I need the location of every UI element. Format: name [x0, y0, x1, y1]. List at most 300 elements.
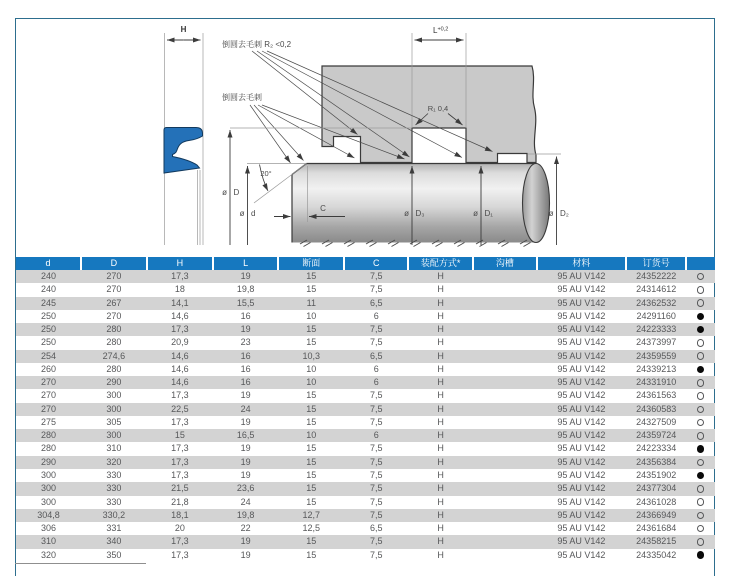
table-row — [16, 509, 715, 522]
cell: 240 — [40, 271, 57, 281]
cell: 23 — [240, 337, 251, 348]
cell: 15 — [306, 483, 317, 494]
seal-cross-section — [164, 25, 203, 245]
cell: 95 AU V142 — [557, 377, 606, 388]
cell: H — [437, 337, 444, 348]
cell — [473, 363, 537, 376]
cell: H — [437, 536, 444, 547]
open-circle-icon — [697, 419, 705, 427]
angle-label: 20° — [260, 169, 272, 178]
cell: 245 — [40, 297, 57, 308]
cell: 15 — [306, 536, 317, 547]
cell: 17,3 — [171, 469, 189, 480]
cell: 6 — [373, 430, 379, 441]
table-row — [16, 336, 715, 349]
availability-cell — [686, 535, 715, 548]
cell: 7,5 — [370, 271, 383, 281]
cell: 267 — [106, 297, 122, 308]
cell: H — [437, 549, 444, 560]
cell: 270 — [40, 403, 57, 414]
seal-profile — [164, 128, 203, 174]
availability-cell — [686, 270, 715, 283]
cell: 23,6 — [236, 483, 255, 494]
cell: 24331910 — [636, 377, 677, 388]
col-header-4: 断面 — [278, 257, 344, 270]
dia-D1-label: D₁ — [484, 209, 493, 218]
availability-cell — [686, 522, 715, 535]
cell: H — [437, 324, 444, 335]
availability-cell — [686, 482, 715, 495]
cell: 320 — [106, 456, 122, 467]
cell: 310 — [106, 443, 122, 454]
open-circle-icon — [697, 406, 705, 414]
cell: 17,3 — [171, 271, 189, 281]
cell: 19 — [240, 536, 251, 547]
cell: 17,3 — [171, 443, 189, 454]
cell: 95 AU V142 — [557, 523, 606, 534]
availability-cell — [686, 310, 715, 323]
cell: 95 AU V142 — [557, 350, 606, 361]
cell: 6 — [373, 377, 379, 388]
cell: 240 — [40, 284, 57, 295]
cell — [473, 549, 537, 562]
cell: 275 — [40, 416, 57, 427]
col-header-0: d — [16, 257, 81, 270]
cell: 15 — [306, 403, 317, 414]
cell: 350 — [106, 549, 122, 560]
cell: H — [437, 456, 444, 467]
cell: 310 — [40, 536, 57, 547]
cell: 15 — [306, 443, 317, 454]
cell: 17,3 — [171, 549, 189, 560]
cell — [473, 496, 537, 509]
cell: 14,6 — [171, 377, 189, 388]
cell: 19 — [240, 456, 251, 467]
cell: 7,5 — [370, 536, 383, 547]
cell: 14,6 — [171, 350, 189, 361]
cell: 7,5 — [370, 496, 383, 507]
cell: 95 AU V142 — [557, 536, 606, 547]
open-circle-icon — [697, 392, 705, 400]
rod-end-face — [523, 164, 550, 243]
filled-circle-icon — [697, 445, 705, 453]
cell: H — [437, 363, 444, 374]
cell: 280 — [106, 324, 122, 335]
cell — [473, 336, 537, 349]
cell: H — [437, 390, 444, 401]
cell: 270 — [106, 271, 122, 281]
cell: 16 — [240, 377, 251, 388]
cell: 15 — [306, 496, 317, 507]
cell: 250 — [40, 337, 57, 348]
cell — [473, 509, 537, 522]
open-circle-icon — [697, 538, 705, 546]
table-row — [16, 310, 715, 323]
cell: 24377304 — [636, 483, 677, 494]
cell: 270 — [106, 310, 122, 321]
cell: 95 AU V142 — [557, 483, 606, 494]
cell: 24362532 — [636, 297, 677, 308]
cell: 24314612 — [636, 284, 677, 295]
cell: 320 — [40, 549, 57, 560]
cell — [473, 482, 537, 495]
open-circle-icon — [697, 432, 705, 440]
cell — [473, 416, 537, 429]
cell: 21,5 — [171, 483, 189, 494]
cell — [473, 283, 537, 296]
cell: 300 — [40, 483, 57, 494]
cell: 95 AU V142 — [557, 430, 606, 441]
cell: 24361684 — [636, 523, 677, 534]
col-header-5: C — [344, 257, 408, 270]
table-row — [16, 469, 715, 482]
col-header-8: 材料 — [537, 257, 626, 270]
table-row — [16, 403, 715, 416]
table-row — [16, 389, 715, 402]
cell: 14,1 — [171, 297, 189, 308]
cell — [473, 469, 537, 482]
cell: 24351902 — [636, 469, 677, 480]
cell: 280 — [40, 443, 57, 454]
cell: 18 — [174, 284, 185, 295]
cell: 24339213 — [636, 363, 677, 374]
cell: 17,3 — [171, 536, 189, 547]
cell: 19 — [240, 549, 251, 560]
cell — [473, 297, 537, 310]
dia-d-label: d — [251, 209, 256, 218]
cell — [473, 403, 537, 416]
rod-body — [292, 164, 536, 243]
col-header-1: D — [81, 257, 147, 270]
availability-cell — [686, 389, 715, 402]
cell: 95 AU V142 — [557, 469, 606, 480]
cell: 274,6 — [102, 350, 126, 361]
cell: 7,5 — [370, 469, 383, 480]
cell: 15 — [174, 430, 185, 441]
cell — [473, 310, 537, 323]
cell: 7,5 — [370, 324, 383, 335]
open-circle-icon — [697, 485, 705, 493]
cell: 95 AU V142 — [557, 549, 606, 560]
cell: 250 — [40, 310, 57, 321]
cell: H — [437, 310, 444, 321]
filled-circle-icon — [697, 551, 705, 559]
cell: 331 — [106, 523, 122, 534]
l-dimension — [415, 26, 464, 40]
table-row — [16, 442, 715, 455]
cell: 17,3 — [171, 456, 189, 467]
availability-cell — [686, 496, 715, 509]
availability-cell — [686, 416, 715, 429]
cell: 95 AU V142 — [557, 416, 606, 427]
cell: 24373997 — [636, 337, 677, 348]
cell: 20,9 — [171, 337, 189, 348]
cell: 10 — [306, 310, 317, 321]
technical-drawing — [0, 0, 732, 257]
cell: 290 — [106, 377, 122, 388]
availability-cell — [686, 336, 715, 349]
table-row — [16, 456, 715, 469]
table-row — [16, 270, 715, 283]
cell — [473, 522, 537, 535]
cell: 19 — [240, 324, 251, 335]
open-circle-icon — [697, 339, 705, 347]
availability-cell — [686, 376, 715, 389]
dia-D-prefix: ø — [222, 188, 227, 197]
cell: 20 — [174, 523, 185, 534]
table-row — [16, 363, 715, 376]
cell: 15,5 — [236, 297, 255, 308]
cell — [473, 376, 537, 389]
cell: 300 — [106, 430, 122, 441]
filled-circle-icon — [697, 326, 705, 334]
cell: 7,5 — [370, 509, 383, 520]
availability-cell — [686, 283, 715, 296]
table-row — [16, 283, 715, 296]
table-bottom-partial-line — [15, 563, 146, 564]
cell: H — [437, 523, 444, 534]
spec-table-header — [16, 257, 715, 270]
cell: 280 — [40, 430, 57, 441]
availability-cell — [686, 323, 715, 336]
cell: H — [437, 469, 444, 480]
col-header-2: H — [147, 257, 213, 270]
cell: 290 — [40, 456, 57, 467]
cell: 19,8 — [236, 284, 255, 295]
cell: 21,8 — [171, 496, 189, 507]
cell: 95 AU V142 — [557, 403, 606, 414]
availability-cell — [686, 403, 715, 416]
cell: H — [437, 496, 444, 507]
cell: H — [437, 416, 444, 427]
availability-cell — [686, 469, 715, 482]
cell: 15 — [306, 324, 317, 335]
cell: 24359559 — [636, 350, 677, 361]
cell: 330 — [106, 496, 122, 507]
dia-D3-prefix: ø — [404, 209, 409, 218]
table-row — [16, 482, 715, 495]
cell: 24 — [240, 496, 251, 507]
filled-circle-icon — [697, 366, 705, 374]
h-dimension — [167, 25, 201, 40]
cell: 95 AU V142 — [557, 390, 606, 401]
cell: 24291160 — [636, 310, 676, 321]
cell: 7,5 — [370, 416, 383, 427]
cell: 270 — [40, 390, 57, 401]
table-row — [16, 496, 715, 509]
cell: 340 — [106, 536, 122, 547]
open-circle-icon — [697, 512, 705, 520]
cell: 10 — [306, 430, 317, 441]
cell: 7,5 — [370, 549, 383, 560]
cell: 15 — [306, 416, 317, 427]
cell: 22 — [240, 523, 251, 534]
cell: 11 — [306, 297, 316, 308]
cell: 300 — [40, 496, 57, 507]
cell: 24358215 — [636, 536, 677, 547]
cell: H — [437, 509, 444, 520]
table-row — [16, 535, 715, 548]
cell: 305 — [106, 416, 122, 427]
cell: 7,5 — [370, 456, 383, 467]
cell: 22,5 — [171, 403, 189, 414]
open-circle-icon — [697, 286, 705, 294]
col-header-6: 装配方式* — [408, 257, 473, 270]
cell: 24327509 — [636, 416, 677, 427]
availability-cell — [686, 363, 715, 376]
availability-cell — [686, 350, 715, 363]
cell — [473, 323, 537, 336]
cell: 19 — [240, 390, 251, 401]
cell: H — [437, 297, 444, 308]
table-row — [16, 297, 715, 310]
cell: 330 — [106, 469, 122, 480]
cell: 95 AU V142 — [557, 456, 606, 467]
cell: 15 — [306, 549, 317, 560]
cell: 300 — [40, 469, 57, 480]
cell: 7,5 — [370, 390, 383, 401]
availability-cell — [686, 456, 715, 469]
cell: 17,3 — [171, 324, 189, 335]
cell: 95 AU V142 — [557, 443, 606, 454]
cell: 95 AU V142 — [557, 297, 606, 308]
cell: 15 — [306, 284, 317, 295]
cell: 10,3 — [302, 350, 321, 361]
cell: 16 — [240, 350, 251, 361]
cell: 6 — [373, 363, 379, 374]
cell: 16 — [240, 363, 251, 374]
cell: 7,5 — [370, 443, 383, 454]
cell: 10 — [306, 363, 317, 374]
cell: 18,1 — [171, 509, 189, 520]
spec-table — [16, 257, 715, 562]
cell: 19 — [240, 443, 251, 454]
table-row — [16, 416, 715, 429]
cell: 15 — [306, 456, 317, 467]
cell: 7,5 — [370, 284, 383, 295]
cell: 24361028 — [636, 496, 677, 507]
cell: 270 — [40, 377, 57, 388]
cell: H — [437, 483, 444, 494]
cell: 300 — [106, 390, 122, 401]
cell: 6 — [373, 310, 379, 321]
cell: H — [437, 377, 444, 388]
cell: 15 — [306, 390, 317, 401]
cell: 260 — [40, 363, 57, 374]
cell: 250 — [40, 324, 57, 335]
cell: 95 AU V142 — [557, 363, 606, 374]
cell: 14,6 — [171, 363, 189, 374]
cell — [473, 270, 537, 283]
open-circle-icon — [697, 299, 705, 307]
cell: 24223333 — [636, 324, 677, 335]
cell: 10 — [306, 377, 317, 388]
cell: 330,2 — [102, 509, 126, 520]
table-row — [16, 549, 715, 562]
housing-body — [322, 66, 536, 163]
cell — [473, 389, 537, 402]
cell: 95 AU V142 — [557, 324, 606, 335]
cell: 19,8 — [236, 509, 255, 520]
cell — [473, 350, 537, 363]
cell: 95 AU V142 — [557, 509, 606, 520]
dia-D3-label: D₃ — [415, 209, 425, 218]
cell: 24223334 — [636, 443, 677, 454]
cell: 16 — [240, 310, 251, 321]
cell: 19 — [240, 416, 251, 427]
filled-circle-icon — [697, 313, 705, 321]
open-circle-icon — [697, 379, 705, 387]
open-circle-icon — [697, 352, 705, 360]
cell: H — [437, 284, 444, 295]
cell: H — [437, 430, 444, 441]
cell: 280 — [106, 337, 122, 348]
cell: 15 — [306, 337, 317, 348]
cell: H — [437, 350, 444, 361]
cell: 24361563 — [636, 390, 677, 401]
cell: 254 — [40, 350, 57, 361]
cell: 24335042 — [636, 549, 677, 560]
cell: 300 — [106, 403, 122, 414]
h-dim-label: H — [180, 25, 187, 34]
cell: 15 — [306, 271, 317, 281]
cell: H — [437, 403, 444, 414]
open-circle-icon — [697, 459, 705, 467]
note-deburr-r2: 倒圆去毛刺 R₂ <0,2 — [222, 40, 292, 49]
cell: 12,7 — [302, 509, 321, 520]
cell: 304,8 — [37, 509, 60, 520]
cell: 95 AU V142 — [557, 271, 606, 281]
cell: 7,5 — [370, 483, 383, 494]
dia-d-prefix: ø — [239, 209, 245, 218]
c-dim-label: C — [320, 204, 326, 213]
cell: 95 AU V142 — [557, 310, 606, 321]
cell: 6,5 — [370, 297, 383, 308]
cell: H — [437, 443, 444, 454]
housing-section — [322, 26, 536, 163]
availability-cell — [686, 549, 715, 562]
dia-D1-prefix: ø — [473, 209, 478, 218]
cell: 16,5 — [236, 430, 255, 441]
cell: 24356384 — [636, 456, 677, 467]
availability-cell — [686, 297, 715, 310]
table-row — [16, 429, 715, 442]
col-header-10 — [686, 257, 715, 270]
l-dim-label: $L^{+0,2}$ — [433, 26, 449, 35]
cell: 330 — [106, 483, 122, 494]
cell: 270 — [106, 284, 122, 295]
cell: 24359724 — [636, 430, 677, 441]
cell: 280 — [106, 363, 122, 374]
cell: 6,5 — [370, 523, 383, 534]
availability-cell — [686, 509, 715, 522]
cell: 7,5 — [370, 403, 383, 414]
cell: 7,5 — [370, 337, 383, 348]
cell: H — [437, 271, 444, 281]
cell: 24360583 — [636, 403, 677, 414]
open-circle-icon — [697, 498, 705, 506]
col-header-3: L — [213, 257, 278, 270]
cell: 95 AU V142 — [557, 284, 606, 295]
cell: 24352222 — [636, 271, 677, 281]
rod-section — [292, 164, 550, 247]
cell: 6,5 — [370, 350, 383, 361]
cell — [473, 442, 537, 455]
col-header-9: 订货号 — [626, 257, 686, 270]
cell: 95 AU V142 — [557, 496, 606, 507]
availability-cell — [686, 442, 715, 455]
cell: 19 — [240, 469, 251, 480]
